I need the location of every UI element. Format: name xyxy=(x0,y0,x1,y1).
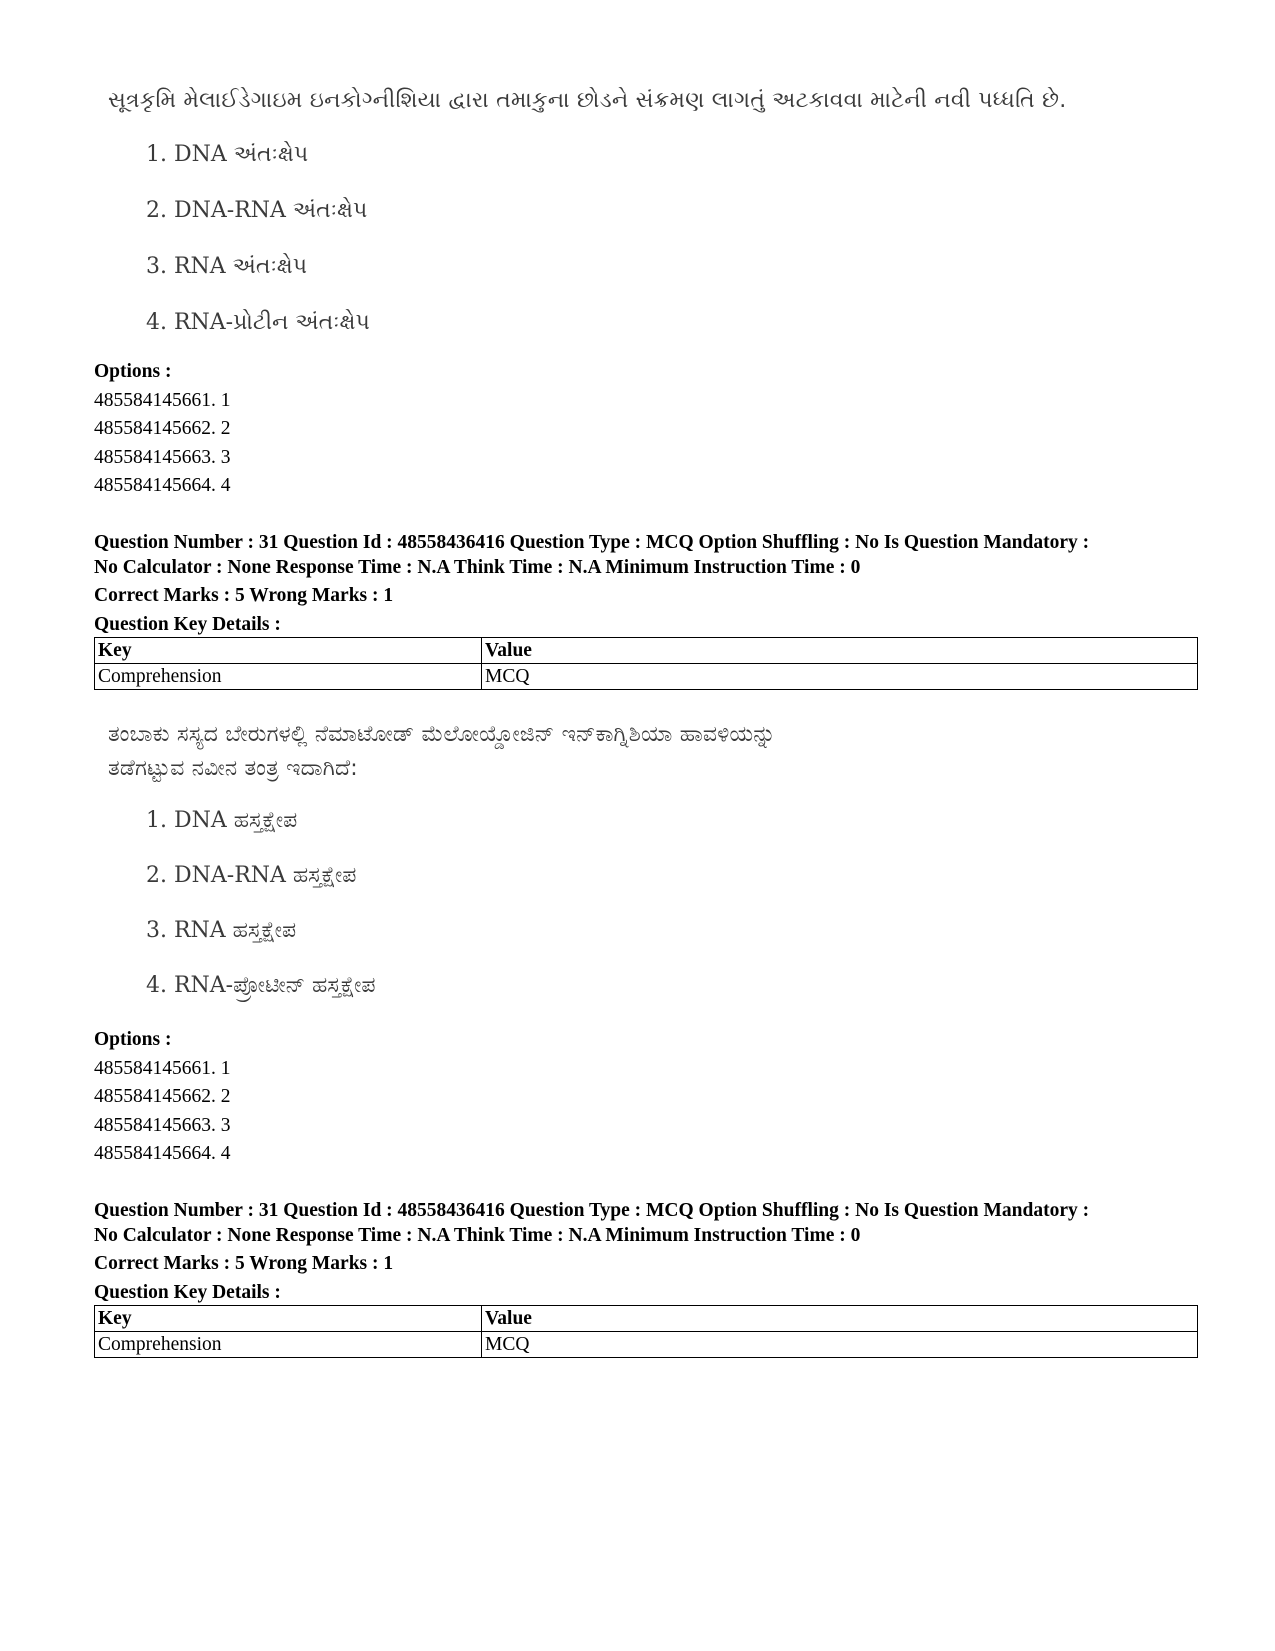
table-row xyxy=(95,664,1198,690)
key-details-table xyxy=(94,1305,1198,1358)
meta-line: Question Number : 31 Question Id : 48558436416 Question Type : MCQ Option Shuffling : No Is Question Mandatory : xyxy=(94,532,1090,553)
key-details-label: Question Key Details : xyxy=(94,613,281,635)
choice-2: 2. DNA-RNA ಹಸ್ತಕ್ಷೇಪ xyxy=(146,863,357,888)
option-item: 485584145662. 2 xyxy=(94,1086,231,1108)
table-header-cell: Value xyxy=(482,638,1198,664)
question-image-kannada xyxy=(108,718,776,1001)
question-meta xyxy=(94,1199,1199,1305)
table-cell: MCQ xyxy=(482,1332,1198,1358)
question-stem: ತಡೆಗಟ್ಟುವ ನವೀನ ತಂತ್ರ ಇದಾಗಿದೆ: xyxy=(108,756,358,781)
choice-4: 4. RNA-ಪ್ರೋಟೀನ್ ಹಸ್ತಕ್ಷೇಪ xyxy=(146,973,376,998)
table-row xyxy=(95,1332,1198,1358)
question-stem: સૂત્રકૃમિ મેલાઈડેગાઇમ ઇનકોગ્નીશિયા દ્વારા તમાકુના છોડને સંક્રમણ લાગતું અટકાવવા માટેની નવી પધ્ધતિ છે. xyxy=(108,88,1067,113)
meta-line: No Calculator : None Response Time : N.A Think Time : N.A Minimum Instruction Time : 0 xyxy=(94,1224,861,1246)
table-cell: MCQ xyxy=(482,664,1198,690)
table-header-row xyxy=(95,638,1198,664)
table-cell: Comprehension xyxy=(95,1332,482,1358)
question-stem: ತಂಬಾಕು ಸಸ್ಯದ ಬೇರುಗಳಲ್ಲಿ ನೆಮಾಟೋಡ್ ಮೆಲೋಯ್ಡೋಜಿನ್ ಇನ್‌ಕಾಗ್ನಿಶಿಯಾ ಹಾವಳಿಯನ್ನು xyxy=(108,722,776,747)
key-details-table xyxy=(94,637,1198,690)
choice-4: 4. RNA-પ્રોટીન અંતઃક્ષેપ xyxy=(146,310,370,335)
meta-line: No Calculator : None Response Time : N.A Think Time : N.A Minimum Instruction Time : 0 xyxy=(94,556,861,578)
options-list xyxy=(94,1026,231,1169)
option-item: 485584145663. 3 xyxy=(94,1114,231,1136)
key-details-label: Question Key Details : xyxy=(94,1281,281,1303)
question-meta xyxy=(94,531,1199,637)
table-header-row xyxy=(95,1306,1198,1332)
choice-3: 3. RNA ಹಸ್ತಕ್ಷೇಪ xyxy=(146,918,297,943)
table-header-cell: Value xyxy=(482,1306,1198,1332)
meta-line: Question Number : 31 Question Id : 48558436416 Question Type : MCQ Option Shuffling : No Is Question Mandatory : xyxy=(94,1200,1090,1221)
table-cell: Comprehension xyxy=(95,664,482,690)
options-label: Options : xyxy=(94,1029,172,1050)
option-item: 485584145662. 2 xyxy=(94,418,231,440)
table-header-cell: Key xyxy=(95,1306,482,1332)
choice-1: 1. DNA ಹಸ್ತಕ್ಷೇಪ xyxy=(146,808,298,833)
choice-3: 3. RNA અંતઃક્ષેપ xyxy=(146,254,308,279)
choice-2: 2. DNA-RNA અંતઃક્ષેપ xyxy=(146,198,368,223)
marks-line: Correct Marks : 5 Wrong Marks : 1 xyxy=(94,1253,394,1274)
table-header-cell: Key xyxy=(95,638,482,664)
marks-line: Correct Marks : 5 Wrong Marks : 1 xyxy=(94,585,394,606)
option-item: 485584145664. 4 xyxy=(94,1143,231,1165)
option-item: 485584145661. 1 xyxy=(94,389,231,411)
options-label: Options : xyxy=(94,361,172,382)
options-list xyxy=(94,358,231,501)
option-item: 485584145663. 3 xyxy=(94,446,231,468)
choice-1: 1. DNA અંતઃક્ષેપ xyxy=(146,142,309,167)
option-item: 485584145664. 4 xyxy=(94,475,231,497)
option-item: 485584145661. 1 xyxy=(94,1057,231,1079)
question-image-gujarati xyxy=(108,84,1066,338)
